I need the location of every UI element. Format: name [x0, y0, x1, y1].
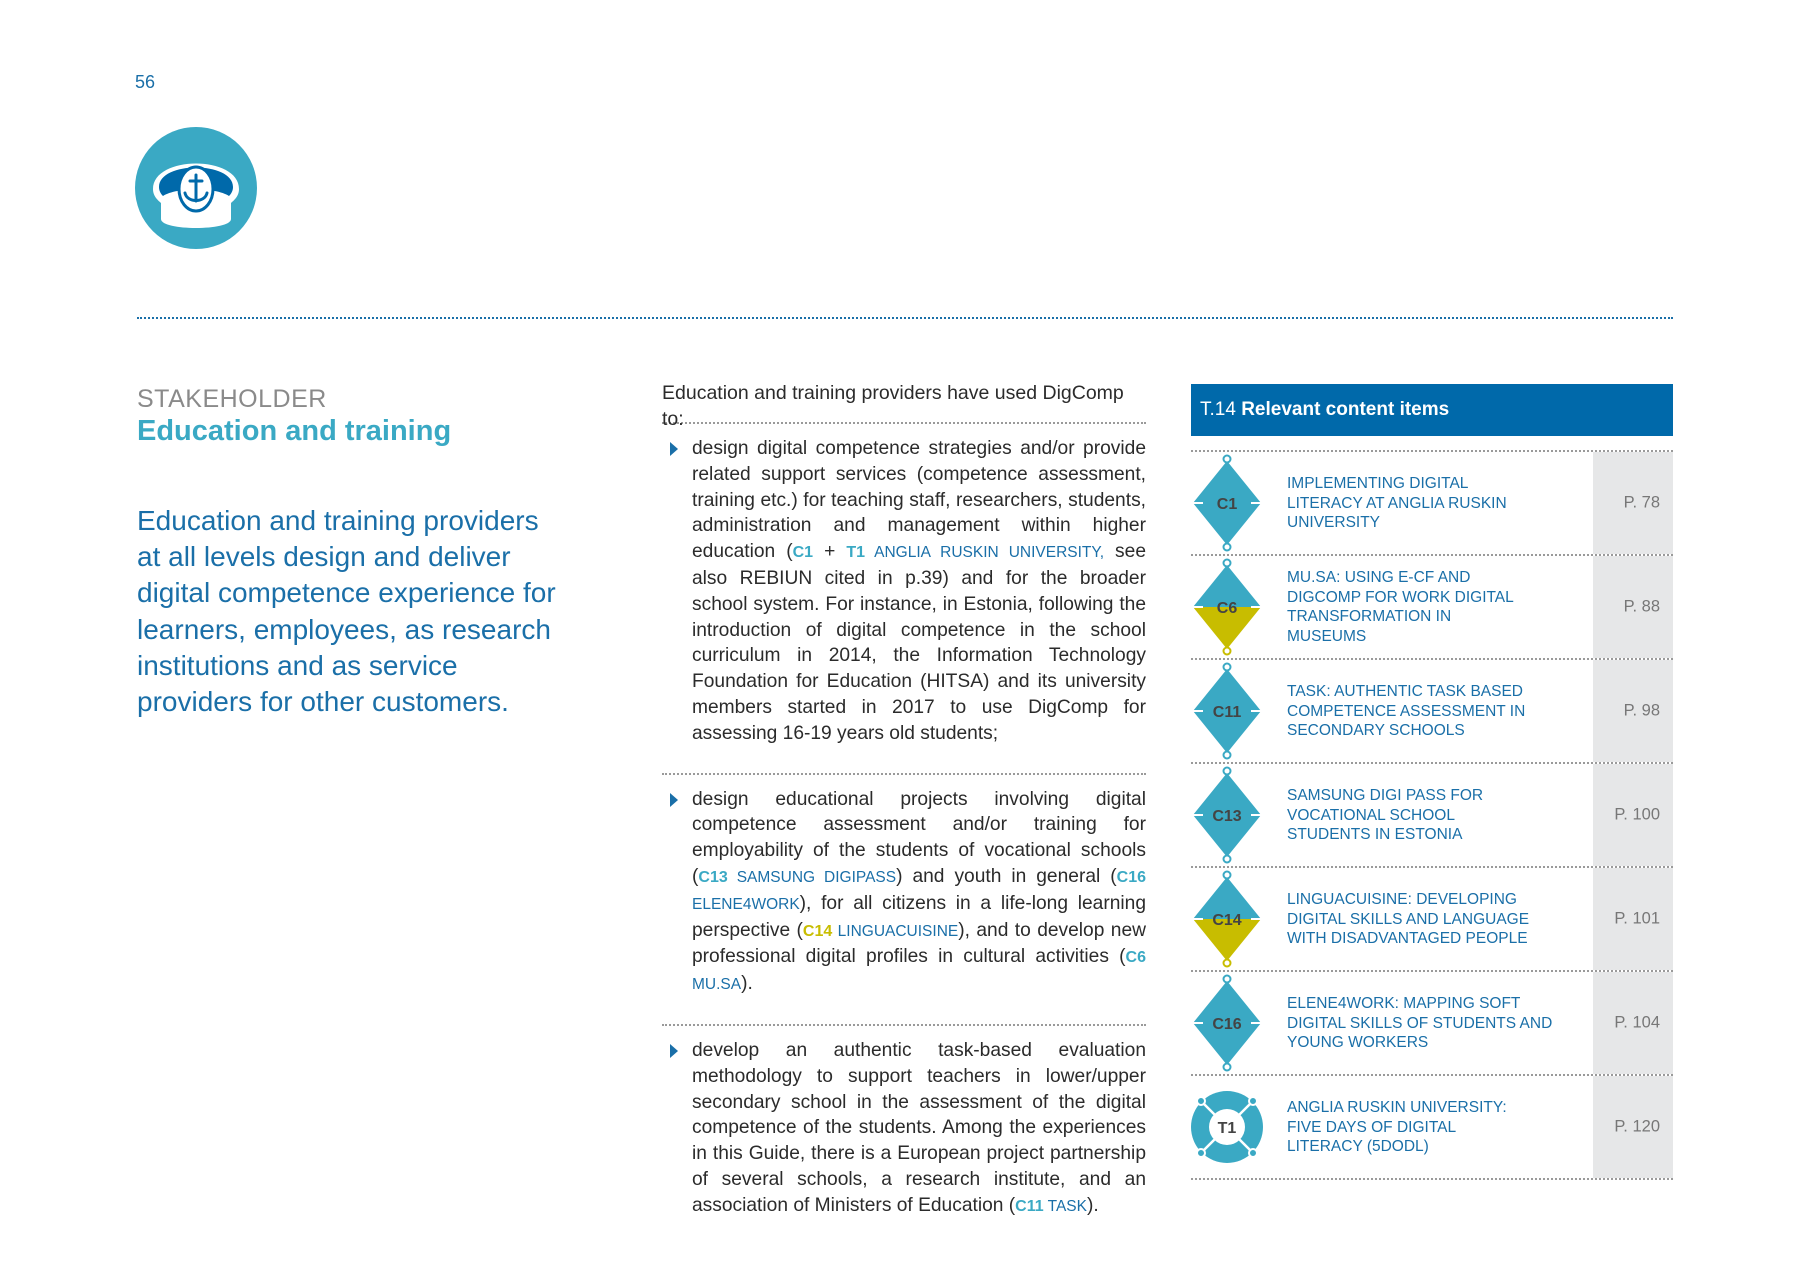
table-number: T.14	[1200, 399, 1236, 420]
item-page: P. 120	[1614, 1117, 1660, 1136]
reference-link[interactable]: MU.SA	[692, 976, 742, 994]
bullet-list	[662, 422, 1146, 1220]
reference-link[interactable]: LINGUACUISINE	[832, 922, 959, 940]
item-title-line: LITERACY (5DODL)	[1287, 1137, 1429, 1155]
table-row[interactable]	[1191, 660, 1673, 764]
bullet-text: design educational projects involving digital competence assessment and/or training for employability of the students of vocational schools (	[692, 788, 1146, 887]
svg-text:C1: C1	[1216, 496, 1238, 513]
main-column	[662, 380, 1146, 1246]
bullet-text: ), and to develop new professional digital profiles in cultural activities (	[692, 919, 1147, 968]
bullet-text: design digital competence strategies and/or provide related support services (competence assessment, training etc.) for teaching staff, researchers, students, administration and management within higher education (	[692, 438, 1146, 563]
captain-hat-anchor-icon	[135, 127, 257, 249]
item-page: P. 88	[1623, 597, 1660, 616]
item-page: P. 78	[1623, 493, 1660, 512]
item-title[interactable]	[1287, 1098, 1507, 1157]
table-title: Relevant content items	[1241, 399, 1450, 420]
item-title-line: UNIVERSITY	[1287, 513, 1381, 531]
svg-text:C14: C14	[1212, 912, 1242, 929]
bullet-divider	[662, 773, 1146, 775]
table-row[interactable]	[1191, 1076, 1673, 1180]
reference-code[interactable]: C11	[1015, 1197, 1044, 1215]
item-title[interactable]	[1287, 890, 1529, 949]
item-title-line: MUSEUMS	[1287, 627, 1367, 645]
diamond-icon	[1191, 451, 1263, 555]
bullet-text: +	[813, 541, 847, 563]
item-title-line: STUDENTS IN ESTONIA	[1287, 825, 1463, 843]
bullet-item	[662, 436, 1146, 747]
page-number: 56	[135, 72, 156, 92]
bullet-item	[662, 787, 1146, 998]
svg-text:C6: C6	[1216, 600, 1238, 617]
item-page: P. 98	[1623, 701, 1660, 720]
table-row[interactable]	[1191, 452, 1673, 556]
item-title-line: VOCATIONAL SCHOOL	[1287, 806, 1455, 824]
item-title-line: FIVE DAYS OF DIGITAL	[1287, 1118, 1457, 1136]
diamond-icon	[1191, 763, 1263, 867]
bullet-text: develop an authentic task-based evaluation methodology to support teachers in lower/upper secondary school in the assessment of the digital competence of the students. Among the experiences in this Guide, there is a European project partnership of several schools, a research institute, and an association of Ministers of Education (	[692, 1039, 1146, 1216]
item-page: P. 101	[1614, 909, 1660, 928]
svg-text:T1: T1	[1217, 1120, 1237, 1137]
item-page: P. 100	[1614, 805, 1660, 824]
item-title-line: MU.SA: USING E-CF AND	[1287, 569, 1471, 586]
table-row[interactable]	[1191, 556, 1673, 660]
item-title-line: WITH DISADVANTAGED PEOPLE	[1287, 929, 1528, 947]
item-title[interactable]	[1287, 994, 1552, 1053]
table-rows	[1191, 450, 1673, 1180]
table-row[interactable]	[1191, 972, 1673, 1076]
table-row[interactable]	[1191, 764, 1673, 868]
diamond-icon	[1191, 867, 1263, 971]
triangle-bullet-icon	[670, 1044, 678, 1058]
lead-paragraph: Education and training providers at all levels design and deliver digital competence experience for learners, employees, as research institutions and as service providers for other customers.	[137, 505, 556, 718]
top-divider	[137, 317, 1673, 319]
item-title-line: DIGITAL SKILLS OF STUDENTS AND	[1287, 1014, 1553, 1032]
triangle-bullet-icon	[670, 442, 678, 456]
bullet-item	[662, 1038, 1146, 1220]
content-items-table	[1191, 384, 1673, 1180]
reference-link[interactable]: TASK	[1043, 1197, 1087, 1215]
item-page: P. 104	[1614, 1013, 1660, 1032]
reference-code[interactable]: C13	[698, 868, 728, 886]
svg-text:C16: C16	[1212, 1016, 1242, 1033]
item-title-line: SECONDARY SCHOOLS	[1287, 721, 1465, 739]
stakeholder-title: Education and training	[137, 415, 452, 447]
reference-link[interactable]: SAMSUNG DIGIPASS	[727, 868, 897, 886]
item-title[interactable]	[1287, 682, 1525, 741]
item-title-line: DIGCOMP FOR WORK DIGITAL	[1287, 588, 1514, 606]
reference-code[interactable]: C6	[1125, 949, 1146, 967]
item-title-line: ELENE4WORK: MAPPING SOFT	[1287, 994, 1521, 1012]
reference-code[interactable]: C14	[802, 922, 833, 940]
reference-link[interactable]: ANGLIA RUSKIN UNIVERSITY,	[865, 544, 1105, 562]
bullet-text: ).	[1086, 1194, 1099, 1216]
lifebuoy-icon	[1191, 1075, 1263, 1179]
item-title-line: LITERACY AT ANGLIA RUSKIN	[1287, 494, 1507, 512]
bullet-text: ).	[741, 973, 753, 995]
item-title-line: TASK: AUTHENTIC TASK BASED	[1287, 682, 1523, 700]
item-title-line: LINGUACUISINE: DEVELOPING	[1287, 890, 1517, 908]
reference-link[interactable]: ELENE4WORK	[692, 895, 800, 913]
diamond-icon	[1191, 555, 1263, 659]
item-title[interactable]	[1287, 786, 1483, 845]
item-title-line: ANGLIA RUSKIN UNIVERSITY:	[1287, 1098, 1507, 1116]
triangle-bullet-icon	[670, 793, 678, 807]
bullet-divider	[662, 422, 1146, 424]
reference-code[interactable]: C16	[1116, 868, 1146, 886]
svg-text:C13: C13	[1212, 808, 1242, 825]
bullet-text: ) and youth in general (	[896, 865, 1117, 887]
item-title-line: TRANSFORMATION IN	[1287, 608, 1452, 625]
table-header	[1191, 384, 1673, 436]
diamond-icon	[1191, 659, 1263, 763]
diamond-icon	[1191, 971, 1263, 1075]
item-title-line: COMPETENCE ASSESSMENT IN	[1287, 702, 1526, 720]
item-title[interactable]	[1287, 568, 1514, 646]
bullet-text: see also REBIUN cited in p.39) and for the broader school system. For instance, in Estonia, following the introduction of digital competence in the school curriculum in 2014, the Information Technology Foundation for Education (HITSA) and its university members started in 2017 to use DigComp for assessing 16-19 years old students;	[692, 541, 1146, 744]
bullet-divider	[662, 1024, 1146, 1026]
item-title-line: SAMSUNG DIGI PASS FOR	[1287, 786, 1484, 804]
item-title-line: YOUNG WORKERS	[1287, 1033, 1429, 1051]
item-title[interactable]	[1287, 474, 1507, 533]
item-title-line: DIGITAL SKILLS AND LANGUAGE	[1287, 910, 1530, 928]
item-title-line: IMPLEMENTING DIGITAL	[1287, 474, 1469, 492]
reference-code[interactable]: T1	[846, 544, 865, 562]
stakeholder-label: STAKEHOLDER	[137, 385, 327, 413]
svg-text:C11: C11	[1212, 704, 1242, 721]
intro-text: Education and training providers have used DigComp to:	[662, 382, 1124, 430]
bullet-text: ), for all citizens in a life-long learning perspective (	[692, 892, 1146, 941]
reference-code[interactable]: C1	[792, 544, 814, 562]
table-row[interactable]	[1191, 868, 1673, 972]
